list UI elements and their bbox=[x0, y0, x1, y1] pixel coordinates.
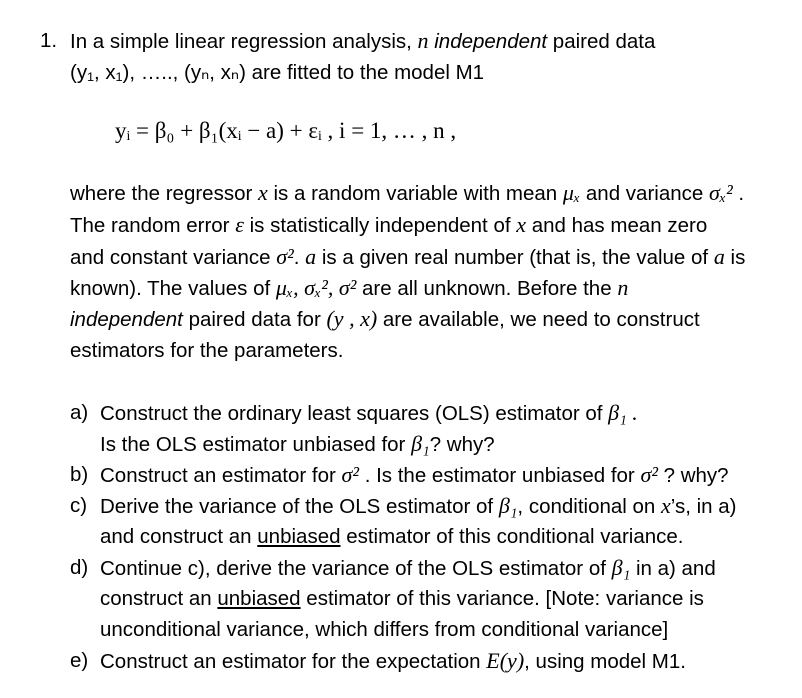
text: construct an bbox=[100, 587, 212, 610]
text: and has mean zero bbox=[531, 214, 708, 237]
text: is bbox=[730, 246, 746, 269]
text: , using model M1. bbox=[524, 650, 686, 673]
para-line-2 bbox=[70, 212, 707, 239]
math-yx: (y , x) bbox=[326, 306, 378, 331]
part-d-label: d) bbox=[70, 556, 89, 579]
text: and constant variance bbox=[70, 246, 271, 269]
text: where the regressor bbox=[70, 182, 253, 205]
math-x: x bbox=[516, 212, 527, 237]
text: . Is the estimator unbiased for bbox=[364, 464, 635, 487]
part-d-line-1 bbox=[100, 555, 716, 582]
text: known). The values of bbox=[70, 277, 271, 300]
part-a-label: a) bbox=[70, 401, 89, 424]
part-a-line-1 bbox=[100, 400, 638, 427]
text: . bbox=[738, 182, 745, 205]
math-beta1: β₁ bbox=[411, 431, 430, 456]
text: ? why? bbox=[663, 464, 729, 487]
intro-line-1 bbox=[70, 28, 655, 55]
para-line-5 bbox=[70, 306, 700, 333]
emphasis-independent: independent bbox=[70, 308, 183, 331]
part-c-line-2 bbox=[100, 524, 683, 550]
text: Derive the variance of the OLS estimator of bbox=[100, 495, 494, 518]
part-b-line-1 bbox=[100, 462, 729, 489]
part-e-line-1 bbox=[100, 648, 686, 675]
text: , conditional on bbox=[517, 495, 656, 518]
math-sigma-x-sq: σₓ² bbox=[709, 180, 733, 205]
text: is a given real number (that is, the value of bbox=[321, 246, 709, 269]
text: estimator of this variance. [Note: variance is bbox=[306, 587, 704, 610]
text: . bbox=[293, 246, 300, 269]
math-params: μₓ, σₓ², σ² bbox=[275, 275, 357, 300]
math-sigma-sq: σ² bbox=[276, 244, 294, 269]
math-beta1: β₁ bbox=[498, 493, 518, 518]
underlined-unbiased: unbiased bbox=[217, 587, 301, 610]
text: and variance bbox=[585, 182, 704, 205]
text: paired data for bbox=[188, 308, 321, 331]
text: Continue c), derive the variance of the OLS estimator of bbox=[100, 557, 606, 580]
part-d-line-2 bbox=[100, 586, 704, 612]
math-n: n bbox=[417, 28, 429, 53]
text: and construct an bbox=[100, 525, 252, 548]
part-d-line-3: unconditional variance, which differs from conditional variance] bbox=[100, 618, 669, 641]
part-c-label: c) bbox=[70, 494, 88, 517]
model-equation: yᵢ = β₀ + β₁(xᵢ − a) + εᵢ , i = 1, … , n , bbox=[115, 118, 457, 143]
math-x: x bbox=[258, 180, 268, 205]
text: Construct the ordinary least squares (OLS) estimator of bbox=[100, 402, 603, 425]
para-line-6: estimators for the parameters. bbox=[70, 339, 344, 362]
part-c-line-1 bbox=[100, 493, 737, 520]
para-line-4 bbox=[70, 275, 628, 302]
math-x: x bbox=[661, 493, 671, 518]
para-line-3 bbox=[70, 244, 745, 271]
text: Is the OLS estimator unbiased for bbox=[100, 433, 406, 456]
math-mu-x: μₓ bbox=[562, 180, 581, 205]
math-expectation: E(y) bbox=[486, 648, 525, 673]
math-beta1: β₁ bbox=[611, 555, 631, 580]
text: Construct an estimator for the expectation bbox=[100, 650, 481, 673]
math-a: a bbox=[305, 244, 317, 269]
math-n: n bbox=[617, 275, 629, 300]
emphasis-independent: independent bbox=[434, 30, 548, 53]
math-sigma-sq: σ² bbox=[341, 462, 359, 487]
math-beta1: β₁ . bbox=[608, 400, 638, 425]
intro-line-2: (y₁, x₁), ….., (yₙ, xₙ) are fitted to the model M1 bbox=[70, 61, 485, 84]
text: in a) and bbox=[635, 557, 716, 580]
text: is statistically independent of bbox=[249, 214, 511, 237]
text: are all unknown. Before the bbox=[362, 277, 612, 300]
intro-text-end: paired data bbox=[547, 30, 656, 53]
math-sigma-sq: σ² bbox=[640, 462, 658, 487]
underlined-unbiased: unbiased bbox=[257, 525, 341, 548]
question-number: 1. bbox=[40, 29, 58, 52]
text: are available, we need to construct bbox=[382, 308, 700, 331]
part-b-label: b) bbox=[70, 463, 89, 486]
math-a: a bbox=[713, 244, 725, 269]
part-a-line-2 bbox=[100, 431, 495, 458]
text: The random error bbox=[70, 214, 230, 237]
text: is a random variable with mean bbox=[273, 182, 558, 205]
part-e-label: e) bbox=[70, 649, 89, 672]
text: Construct an estimator for bbox=[100, 464, 336, 487]
text: ’s, in a) bbox=[670, 495, 737, 518]
para-line-1 bbox=[70, 180, 744, 207]
intro-text: In a simple linear regression analysis, bbox=[70, 30, 418, 53]
math-epsilon: ε bbox=[235, 212, 244, 237]
text: estimator of this conditional variance. bbox=[346, 525, 684, 548]
text: ? why? bbox=[429, 433, 495, 456]
